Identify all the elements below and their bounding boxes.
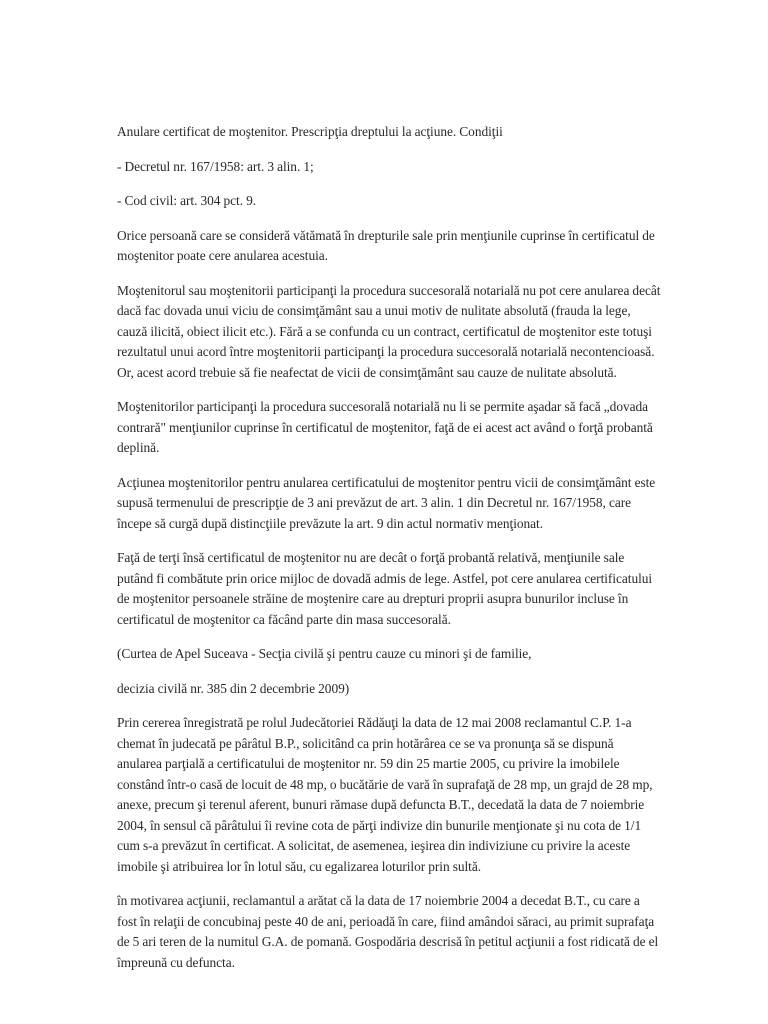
- document-title: Anulare certificat de moştenitor. Prescripţia dreptului la acţiune. Condiţii: [117, 124, 503, 139]
- paragraph: Orice persoană care se consideră vătămată în drepturile sale prin menţiunile cuprinse în certificatul de moştenitor poate cere anularea acestuia.: [117, 227, 655, 263]
- court-citation-line-2: decizia civilă nr. 385 din 2 decembrie 2009): [117, 680, 350, 696]
- legal-reference-civil-code: - Cod civil: art. 304 pct. 9.: [117, 193, 257, 208]
- paragraph: în motivarea acţiunii, reclamantul a arătat că la data de 17 noiembrie 2004 a decedat B.T., cu care a fost în relaţii de concubinaj peste 40 de ani, perioadă în care, fiind amândoi săraci, au primit suprafaţa de 5 ari teren de la numitul G.A. de pomană. Gospodăria descrisă în petitul acţiunii a fost ridicată de el împreună cu defuncta.: [117, 893, 659, 970]
- court-citation-line-1: (Curtea de Apel Suceava - Secţia civilă şi pentru cauze cu minori şi de familie,: [117, 646, 532, 661]
- paragraph: Moştenitorul sau moştenitorii participanţi la procedura succesorală notarială nu pot cere anularea decât dacă fac dovada unui viciu de consimţământ sau a unui motiv de nulitate absolută (frauda la lege, cauză ilicită, obiect ilicit etc.). Fără a se confunda cu un contract, certificatul de moştenitor este totuşi rezultatul unui acord între moştenitorii participanţi la procedura succesorală notarială necontencioasă. Or, acest acord trebuie să fie neafectat de vicii de consimţământ sau cauze de nulitate absolută.: [117, 282, 661, 380]
- document-page: [117, 122, 661, 987]
- paragraph: Prin cererea înregistrată pe rolul Judecătoriei Rădăuţi la data de 12 mai 2008 reclamantul C.P. 1-a chemat în judecată pe pârâtul B.P., solicitând ca prin hotărârea ce se va pronunţa să se dispună anularea parţială a certificatului de moştenitor nr. 59 din 25 martie 2005, cu privire la imobilele constând într-o casă de locuit de 48 mp, o bucătărie de vară în suprafaţă de 28 mp, un grajd de 28 mp, anexe, precum şi terenul aferent, bunuri rămase după defuncta B.T., decedată la data de 7 noiembrie 2004, în sensul că pârâtului îi revine cota de părţi indivize din bunurile menţionate şi nu cota de 1/1 cum s-a prevăzut în certificat. A solicitat, de asemenea, ieşirea din indiviziune cu privire la aceste imobile şi atribuirea lor în lotul său, cu egalizarea loturilor prin sultă.: [117, 715, 653, 874]
- paragraph: Faţă de terţi însă certificatul de moştenitor nu are decât o forţă probantă relativă, menţiunile sale putând fi combătute prin orice mijloc de dovadă admis de lege. Astfel, pot cere anularea certificatului de moştenitor persoanele străine de moştenire care au drepturi proprii asupra bunurilor incluse în certificatul de moştenitor ca făcând parte din masa succesorală.: [117, 550, 653, 627]
- paragraph: Moştenitorilor participanţi la procedura succesorală notarială nu li se permite aşadar să facă „dovada contrară" menţiunilor cuprinse în certificatul de moştenitor, faţă de ei acest act având o forţă probantă deplină.: [117, 399, 653, 455]
- paragraph: Acţiunea moştenitorilor pentru anularea certificatului de moştenitor pentru vicii de consimţământ este supusă termenului de prescripţie de 3 ani prevăzut de art. 3 alin. 1 din Decretul nr. 167/1958, care începe să curgă după distincţiile prevăzute la art. 9 din actul normativ menţionat.: [117, 474, 656, 531]
- legal-reference-decree: - Decretul nr. 167/1958: art. 3 alin. 1;: [117, 158, 314, 174]
